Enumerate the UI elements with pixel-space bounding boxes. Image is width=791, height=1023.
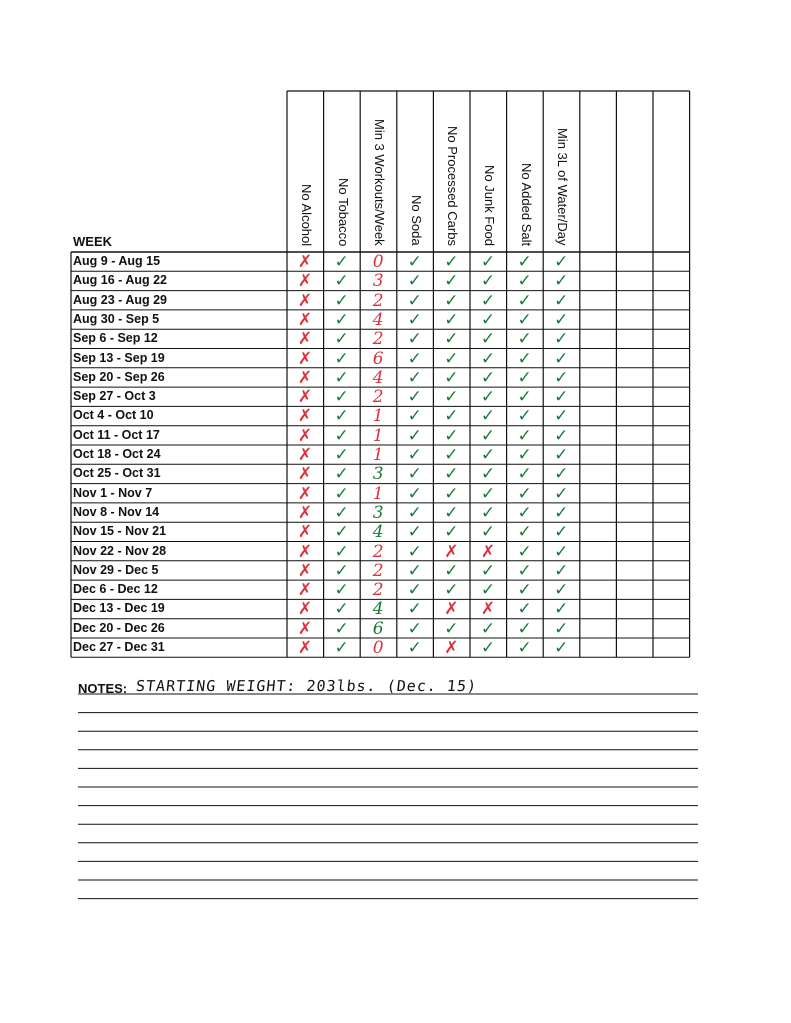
check-mark: ✓	[407, 425, 422, 446]
check-mark: ✓	[554, 406, 569, 427]
week-label: Oct 18 - Oct 24	[73, 447, 161, 461]
check-mark: ✓	[554, 445, 569, 465]
week-label: Dec 20 - Dec 26	[73, 620, 165, 635]
week-label: Sep 20 - Sep 26	[73, 369, 165, 384]
check-mark: ✓	[334, 348, 349, 369]
check-mark: ✓	[480, 406, 496, 427]
check-mark: ✓	[517, 271, 532, 292]
check-mark: ✓	[407, 638, 422, 658]
column-header-label: No Soda	[408, 195, 424, 246]
week-label: Sep 27 - Oct 3	[73, 389, 156, 404]
check-mark: ✓	[407, 271, 422, 292]
check-mark: ✓	[517, 425, 532, 446]
check-mark: ✓	[407, 367, 422, 388]
week-column-header: WEEK	[73, 234, 112, 249]
check-mark: ✓	[517, 252, 532, 272]
check-mark: ✓	[554, 329, 569, 350]
column-header-label: No Tobacco	[335, 177, 351, 246]
check-mark: ✓	[554, 348, 569, 369]
check-mark: ✓	[334, 522, 349, 543]
check-mark: ✓	[407, 406, 422, 427]
check-mark: ✓	[517, 348, 532, 369]
check-mark: ✓	[480, 387, 496, 408]
workout-count: 3	[372, 271, 384, 292]
notes-handwritten-text: STARTING WEIGHT: 203lbs. (Dec. 15)	[135, 677, 478, 695]
column-header-label: Min 3 Workouts/Week	[372, 119, 388, 246]
check-mark: ✓	[480, 502, 496, 523]
workout-count: 3	[372, 502, 384, 523]
check-mark: ✓	[480, 425, 496, 446]
cross-mark: ✗	[297, 271, 313, 292]
week-label: Sep 6 - Sep 12	[73, 331, 158, 346]
check-mark: ✓	[554, 464, 569, 485]
cross-mark: ✗	[480, 599, 496, 620]
column-header-label: No Alcohol	[299, 183, 314, 246]
check-mark: ✓	[444, 387, 459, 408]
cross-mark: ✗	[444, 599, 459, 620]
column-header-label: Min 3L of Water/Day	[555, 128, 571, 246]
workout-count: 2	[372, 290, 384, 311]
workout-count: 6	[372, 348, 384, 369]
workout-count: 1	[372, 406, 384, 427]
check-mark: ✓	[480, 445, 496, 465]
check-mark: ✓	[407, 580, 422, 601]
check-mark: ✓	[334, 618, 349, 639]
check-mark: ✓	[480, 522, 496, 543]
workout-count: 2	[372, 560, 384, 581]
check-mark: ✓	[517, 445, 532, 465]
check-mark: ✓	[554, 599, 569, 620]
workout-count: 2	[372, 541, 384, 562]
cross-mark: ✗	[297, 464, 313, 485]
check-mark: ✓	[334, 387, 349, 408]
check-mark: ✓	[517, 502, 532, 523]
cross-mark: ✗	[297, 425, 313, 446]
check-mark: ✓	[444, 445, 459, 465]
workout-count: 1	[372, 425, 384, 446]
check-mark: ✓	[480, 290, 496, 311]
check-mark: ✓	[480, 348, 496, 369]
check-mark: ✓	[334, 464, 349, 485]
check-mark: ✓	[517, 464, 532, 485]
week-label: Dec 27 - Dec 31	[73, 640, 165, 654]
check-mark: ✓	[480, 367, 496, 388]
check-mark: ✓	[554, 271, 569, 292]
check-mark: ✓	[334, 560, 349, 581]
check-mark: ✓	[554, 367, 569, 388]
cross-mark: ✗	[297, 541, 313, 562]
check-mark: ✓	[517, 599, 532, 620]
check-mark: ✓	[480, 618, 496, 639]
check-mark: ✓	[444, 425, 459, 446]
cross-mark: ✗	[480, 541, 496, 562]
check-mark: ✓	[480, 464, 496, 485]
workout-count: 4	[372, 367, 384, 388]
check-mark: ✓	[407, 348, 422, 369]
check-mark: ✓	[554, 290, 569, 311]
column-header-label: No Added Salt	[518, 162, 534, 246]
check-mark: ✓	[407, 541, 422, 562]
check-mark: ✓	[444, 522, 459, 543]
cross-mark: ✗	[297, 618, 313, 639]
workout-count: 2	[372, 329, 384, 350]
column-header-label: No Processed Carbs	[445, 126, 461, 246]
workout-count: 1	[372, 445, 384, 465]
check-mark: ✓	[554, 560, 569, 581]
workout-count: 4	[372, 599, 384, 620]
check-mark: ✓	[407, 483, 422, 504]
check-mark: ✓	[517, 580, 532, 601]
check-mark: ✓	[554, 502, 569, 523]
week-label: Aug 9 - Aug 15	[73, 254, 161, 268]
check-mark: ✓	[554, 522, 569, 543]
check-mark: ✓	[334, 599, 349, 620]
check-mark: ✓	[517, 638, 532, 658]
week-label: Aug 16 - Aug 22	[73, 273, 167, 288]
check-mark: ✓	[407, 464, 422, 485]
cross-mark: ✗	[297, 638, 313, 658]
check-mark: ✓	[517, 329, 532, 350]
week-label: Nov 8 - Nov 14	[73, 504, 160, 519]
workout-count: 6	[372, 618, 384, 639]
check-mark: ✓	[334, 290, 349, 311]
check-mark: ✓	[554, 425, 569, 446]
check-mark: ✓	[407, 309, 422, 330]
workout-count: 4	[372, 522, 384, 543]
check-mark: ✓	[407, 329, 422, 350]
week-label: Nov 1 - Nov 7	[73, 485, 153, 500]
check-mark: ✓	[334, 445, 349, 465]
check-mark: ✓	[407, 502, 422, 523]
check-mark: ✓	[334, 638, 349, 658]
check-mark: ✓	[554, 309, 569, 330]
check-mark: ✓	[480, 271, 496, 292]
week-label: Dec 13 - Dec 19	[73, 601, 165, 616]
cross-mark: ✗	[297, 599, 313, 620]
week-label: Dec 6 - Dec 12	[73, 582, 158, 597]
check-mark: ✓	[407, 387, 422, 408]
check-mark: ✓	[480, 560, 496, 581]
check-mark: ✓	[444, 252, 459, 272]
cross-mark: ✗	[297, 387, 313, 408]
check-mark: ✓	[444, 580, 459, 601]
week-label: Oct 25 - Oct 31	[73, 466, 161, 481]
notes-label: NOTES:	[78, 681, 128, 696]
cross-mark: ✗	[297, 406, 313, 427]
check-mark: ✓	[444, 348, 459, 369]
cross-mark: ✗	[297, 309, 313, 330]
cross-mark: ✗	[297, 329, 313, 350]
check-mark: ✓	[444, 329, 459, 350]
cross-mark: ✗	[444, 638, 459, 658]
check-mark: ✓	[334, 580, 349, 601]
check-mark: ✓	[444, 406, 459, 427]
check-mark: ✓	[517, 387, 532, 408]
check-mark: ✓	[444, 483, 459, 504]
check-mark: ✓	[407, 290, 422, 311]
column-header-label: No Junk Food	[482, 165, 497, 246]
check-mark: ✓	[517, 367, 532, 388]
check-mark: ✓	[444, 464, 459, 485]
check-mark: ✓	[554, 387, 569, 408]
week-label: Nov 15 - Nov 21	[73, 524, 167, 539]
check-mark: ✓	[334, 406, 349, 427]
check-mark: ✓	[444, 271, 459, 292]
check-mark: ✓	[517, 541, 532, 562]
check-mark: ✓	[480, 329, 496, 350]
cross-mark: ✗	[297, 580, 313, 601]
week-label: Sep 13 - Sep 19	[73, 350, 165, 365]
workout-count: 3	[372, 464, 384, 485]
check-mark: ✓	[444, 290, 459, 311]
check-mark: ✓	[407, 618, 422, 639]
check-mark: ✓	[554, 541, 569, 562]
check-mark: ✓	[407, 522, 422, 543]
check-mark: ✓	[334, 483, 349, 504]
check-mark: ✓	[407, 252, 422, 272]
workout-count: 2	[372, 387, 384, 408]
check-mark: ✓	[480, 252, 496, 272]
check-mark: ✓	[554, 483, 569, 504]
check-mark: ✓	[444, 309, 459, 330]
check-mark: ✓	[554, 618, 569, 639]
week-label: Oct 4 - Oct 10	[73, 408, 154, 423]
check-mark: ✓	[480, 638, 496, 658]
week-label: Nov 22 - Nov 28	[73, 543, 167, 558]
cross-mark: ✗	[297, 445, 313, 465]
cross-mark: ✗	[444, 541, 459, 562]
cross-mark: ✗	[297, 560, 313, 581]
cross-mark: ✗	[297, 502, 313, 523]
workout-count: 0	[372, 638, 384, 658]
check-mark: ✓	[480, 483, 496, 504]
week-label: Oct 11 - Oct 17	[73, 427, 160, 442]
check-mark: ✓	[517, 522, 532, 543]
check-mark: ✓	[334, 541, 349, 562]
check-mark: ✓	[334, 425, 349, 446]
check-mark: ✓	[334, 329, 349, 350]
check-mark: ✓	[334, 252, 349, 272]
check-mark: ✓	[444, 618, 459, 639]
check-mark: ✓	[517, 406, 532, 427]
check-mark: ✓	[444, 367, 459, 388]
cross-mark: ✗	[297, 483, 313, 504]
cross-mark: ✗	[297, 522, 313, 543]
check-mark: ✓	[407, 445, 422, 465]
week-label: Aug 23 - Aug 29	[73, 292, 167, 307]
check-mark: ✓	[480, 580, 496, 601]
workout-count: 2	[372, 580, 384, 601]
check-mark: ✓	[517, 560, 532, 581]
workout-count: 4	[372, 309, 384, 330]
check-mark: ✓	[407, 560, 422, 581]
check-mark: ✓	[554, 580, 569, 601]
cross-mark: ✗	[297, 252, 313, 272]
check-mark: ✓	[480, 309, 496, 330]
check-mark: ✓	[554, 252, 569, 272]
week-label: Nov 29 - Dec 5	[73, 562, 159, 577]
check-mark: ✓	[444, 560, 459, 581]
check-mark: ✓	[334, 271, 349, 292]
cross-mark: ✗	[297, 367, 313, 388]
check-mark: ✓	[407, 599, 422, 620]
check-mark: ✓	[517, 290, 532, 311]
check-mark: ✓	[444, 502, 459, 523]
check-mark: ✓	[517, 618, 532, 639]
check-mark: ✓	[334, 367, 349, 388]
check-mark: ✓	[517, 483, 532, 504]
check-mark: ✓	[554, 638, 569, 658]
cross-mark: ✗	[297, 348, 313, 369]
workout-count: 0	[372, 252, 384, 272]
check-mark: ✓	[517, 309, 532, 330]
week-label: Aug 30 - Sep 5	[73, 311, 160, 326]
workout-count: 1	[372, 483, 384, 504]
check-mark: ✓	[334, 309, 349, 330]
check-mark: ✓	[334, 502, 349, 523]
cross-mark: ✗	[297, 290, 313, 311]
